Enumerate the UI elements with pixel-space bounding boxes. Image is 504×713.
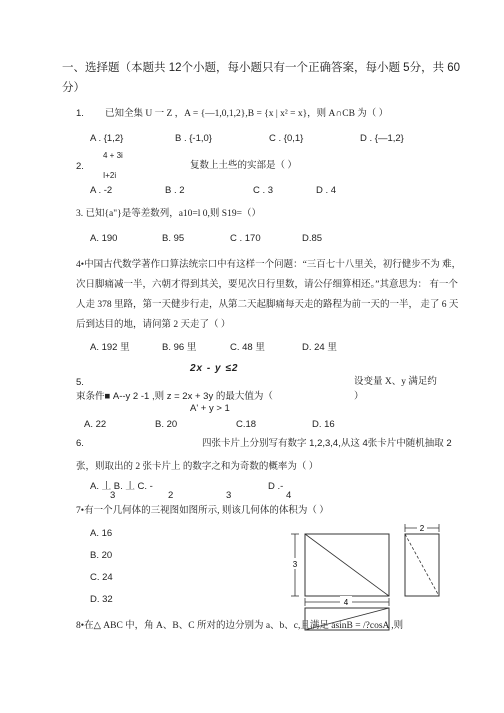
q4-option-d: D. 24 里 — [302, 342, 337, 353]
q6-options: A. 丄 B. 丄 C. - — [90, 481, 153, 492]
section-title-line2: 分） — [62, 82, 85, 94]
q6-line1: 四张卡片上分别写有数字 1,2,3,4,从这 4张卡片中随机抽取 2 — [202, 438, 452, 449]
dimension-top — [405, 522, 439, 533]
q1-option-b: B . {-1,0} — [175, 133, 212, 144]
q8-stem: 8•在△ ABC 中，角 A、B、C 所对的边分别为 a、b、c,且满足 asinB = /?cosA ,则 — [76, 621, 404, 631]
q6-denominator-a: 3 — [110, 490, 116, 501]
q5-option-d: D. 16 — [312, 419, 335, 430]
q5-constraint-top: 2x - y ≤2 — [190, 363, 239, 374]
q1-option-d: D . {—1,2} — [360, 133, 404, 144]
q2-number: 2. — [76, 161, 84, 172]
dimension-side — [290, 534, 300, 596]
q1-option-a: A . {1,2} — [90, 133, 124, 144]
q3-option-c: C . 170 — [230, 233, 261, 244]
q3-option-b: B. 95 — [162, 233, 185, 244]
q6-denominator-b: 2 — [168, 490, 174, 501]
dimension-bottom-label: 4 — [343, 598, 349, 607]
q4-option-c: C. 48 里 — [230, 342, 265, 353]
q3-option-d: D.85 — [302, 233, 323, 244]
q6-denominator-d: 4 — [286, 490, 292, 501]
q4-option-b: B. 96 里 — [162, 342, 197, 353]
q6-number: 6. — [76, 438, 84, 449]
side-view — [405, 534, 439, 596]
q6-option-d: D .- — [268, 481, 284, 492]
q1-option-c: C . {0,1} — [269, 133, 304, 144]
q4-line3: 人走 378 里路，第一天健步行走，从第二天起脚痛每天走的路程为前一天的一半， 走了 6 天 — [76, 300, 459, 310]
q5-constraint-bottom: A' + y > 1 — [190, 403, 230, 414]
q4-option-a: A. 192 里 — [90, 342, 130, 353]
q5-line2: 束条件■ A--y 2 -1 ,则 z = 2x + 3y 的最大值为（ — [76, 391, 273, 402]
q5-right-text: 设变量 X、y 满足约 — [354, 377, 437, 387]
dimension-top-label: 2 — [419, 524, 425, 533]
front-view — [305, 534, 389, 596]
q2-option-a: A . -2 — [90, 185, 113, 196]
q5-option-b: B. 20 — [155, 419, 178, 430]
q5-number: 5. — [76, 377, 84, 388]
q7-stem: 7•有一个几何体的三视图如图所示, 则该几何体的体积为（ ） — [76, 506, 329, 516]
q5-option-c: C.18 — [236, 419, 257, 430]
three-view-figure — [285, 520, 445, 632]
dimension-side-label: 3 — [292, 560, 298, 569]
q7-option-d: D. 32 — [90, 594, 113, 605]
q4-line2: 次日脚痛减一半，六朝才得到其关，要见次日行里数，请公仔细算相还。”其意思为： 有一个 — [76, 280, 458, 290]
q7-option-b: B. 20 — [90, 550, 113, 561]
dimension-bottom — [305, 596, 389, 607]
q2-option-d: D . 4 — [316, 185, 337, 196]
section-title-line1: 一、选择题（本题共 12个小题，每小题只有一个正确答案，每小题 5分，共 60 — [62, 62, 461, 74]
q1-stem: 已知全集 U 一 Z ，A = {—1,0,1,2},B = {x | x² = x}，则 A∩CB 为（ ） — [105, 109, 389, 119]
q3-option-a: A. 190 — [90, 233, 118, 244]
q2-option-b: B . 2 — [165, 185, 185, 196]
q6-denominator-c: 3 — [226, 490, 232, 501]
q5-close-paren: ） — [354, 391, 364, 402]
q2-option-c: C . 3 — [253, 185, 274, 196]
q1-number: 1. — [76, 108, 84, 119]
q7-option-c: C. 24 — [90, 572, 113, 583]
q4-line4: 后到达目的地，请问第 2 天走了（ ） — [76, 320, 231, 330]
q2-numerator: 4 + 3i — [103, 151, 123, 160]
q3-stem: 3. 已知{a"}是等差数列，a10=l 0,则 S19=（） — [76, 209, 261, 219]
q6-line2: 张，则取出的 2 张卡片上 的数字之和为奇数的概率为（ ） — [76, 462, 319, 472]
q5-option-a: A. 22 — [84, 419, 107, 430]
q2-stem: 复数上土些的实部是（ ） — [190, 161, 297, 171]
q4-line1: 4•中国古代数学著作口算法统宗口中有这样一个问题：“三百七十八里关，初行健步不为 难， — [76, 260, 462, 270]
q7-option-a: A. 16 — [90, 528, 113, 539]
q2-denominator: I+2i — [103, 171, 117, 180]
